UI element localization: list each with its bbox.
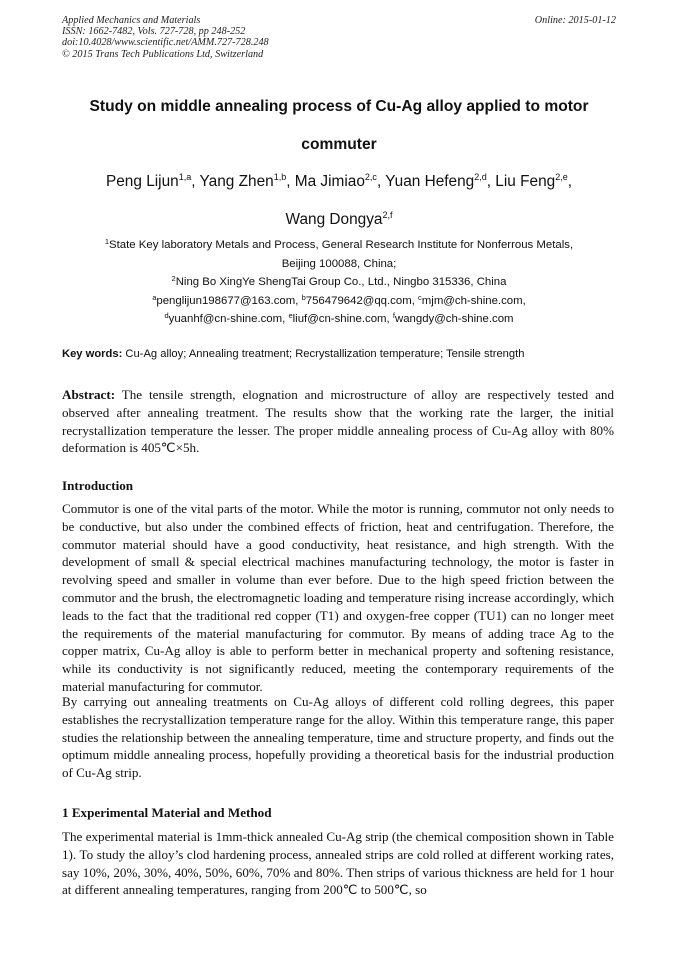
introduction-heading: Introduction bbox=[62, 478, 134, 493]
email-sep: , bbox=[411, 294, 419, 307]
email-sup: f bbox=[392, 311, 395, 321]
title-line-2: commuter bbox=[301, 136, 377, 153]
author-sup: 2,e bbox=[555, 172, 568, 182]
email-sup: c bbox=[418, 292, 422, 302]
introduction-paragraph-1: Commutor is one of the vital parts of the motor. While the motor is running, commutor not only needs to be conductive, but also under the combined effects of friction, heat and centrifugation. Therefore, the commutor material should have a good conductivity, heat resistance, and high strength. With the development of small & special electrical machines manufacturing technology, the motor is faster in revolving speed and smaller in volume than ever before. Due to the high speed friction between the commutor and the brush, the electromagnetic loading and temperature rising increase accordingly, which leads to the fact that the traditional red copper (T1) and oxygen-free copper (TU1) can no longer meet the requirements of the material manufacturing for commutor. By means of adding trace Ag to the copper matrix, Cu-Ag alloy is able to perform better in mechanical property and softening resistance, while its conductivity is not significantly reduced, meeting the contemporary requirements of the material manufacturing for commutor. bbox=[62, 501, 614, 694]
author-name: Peng Lijun bbox=[105, 173, 179, 190]
email-line-1 bbox=[62, 292, 616, 311]
title-line-1: Study on middle annealing process of Cu-Ag alloy applied to motor bbox=[89, 98, 589, 115]
email-sep: , bbox=[282, 313, 289, 326]
author-sep: , bbox=[567, 173, 572, 190]
email-address[interactable]: mjm@ch-shine.com bbox=[421, 294, 523, 307]
author-name: Yang Zhen bbox=[199, 173, 274, 190]
email-sup: e bbox=[288, 311, 293, 321]
affiliation-sup: 2 bbox=[171, 274, 176, 284]
abstract-text: The tensile strength, elognation and microstructure of alloy are respectively tested and observed after annealing treatment. The results show that the working rate the larger, the initial recrystallization temperature the lesser. The proper middle annealing process of Cu-Ag alloy with 80% deformation is 405℃×5h. bbox=[62, 387, 614, 456]
affiliation-1 bbox=[62, 236, 616, 255]
author-sep: , bbox=[486, 173, 496, 190]
author-sup: 1,a bbox=[178, 172, 192, 182]
doi-line[interactable]: doi:10.4028/www.scientific.net/AMM.727-728.248 bbox=[62, 37, 269, 49]
introduction-paragraph-2: By carrying out annealing treatments on Cu-Ag alloys of different cold rolling degrees, this paper establishes the recrystallization temperature range for the alloy. Within this temperature range, this paper studies the relationship between the annealing temperature, time and structure property, and finds out the optimum middle annealing process, hopefully providing a theoretical basis for the industrial production of Cu-Ag strip. bbox=[62, 694, 614, 781]
email-line-2 bbox=[62, 310, 616, 329]
email-address[interactable]: 756479642@qq.com bbox=[305, 294, 412, 307]
email-address[interactable]: liuf@cn-shine.com bbox=[292, 313, 387, 326]
affiliation-text: Ning Bo XingYe ShengTai Group Co., Ltd., Ningbo 315336, China bbox=[175, 276, 507, 289]
section-1-paragraph-1: The experimental material is 1mm-thick annealed Cu-Ag strip (the chemical composition shown in Table 1). To study the alloy’s clod hardening process, annealed strips are cold rolled at different working rates, say 10%, 20%, 30%, 40%, 50%, 60%, 70% and 80%. Then strips of various thickness are held for 1 hour at different annealing temperatures, ranging from 200℃ to 500℃, so bbox=[62, 829, 614, 898]
paper-title bbox=[62, 88, 616, 164]
affiliation-2 bbox=[62, 273, 616, 292]
affiliation-text: State Key laboratory Metals and Process, General Research Institute for Nonferrous Metals, bbox=[109, 239, 574, 251]
affiliation-1-cont: Beijing 100088, China; bbox=[281, 257, 397, 270]
email-sup: b bbox=[301, 292, 306, 302]
abstract-label: Abstract: bbox=[62, 387, 116, 402]
author-line-2 bbox=[62, 201, 616, 239]
email-sep: , bbox=[522, 294, 526, 307]
author-name: Ma Jimiao bbox=[294, 173, 365, 190]
author-line-1 bbox=[62, 163, 616, 201]
author-sup: 2,c bbox=[364, 172, 377, 182]
email-sep: , bbox=[295, 294, 302, 307]
keywords-label: Key words: bbox=[62, 348, 123, 360]
email-sup: a bbox=[152, 292, 157, 302]
author-sep: , bbox=[376, 173, 386, 190]
email-sup: d bbox=[164, 311, 169, 321]
copyright-line: © 2015 Trans Tech Publications Ltd, Switzerland bbox=[62, 48, 264, 60]
email-address[interactable]: penglijun198677@163.com bbox=[156, 294, 296, 307]
author-sep: , bbox=[286, 173, 295, 190]
author-list bbox=[62, 163, 616, 239]
affiliations bbox=[62, 236, 616, 329]
email-address[interactable]: yuanhf@cn-shine.com bbox=[168, 313, 283, 326]
author-name: Liu Feng bbox=[495, 173, 556, 190]
author-sup: 2,d bbox=[474, 172, 487, 182]
online-date: Online: 2015-01-12 bbox=[534, 15, 616, 26]
abstract bbox=[62, 386, 614, 457]
author-name: Wang Dongya bbox=[285, 211, 383, 228]
email-sep: , bbox=[386, 313, 393, 326]
section-1-heading: 1 Experimental Material and Method bbox=[62, 805, 272, 820]
journal-header bbox=[62, 15, 616, 60]
journal-name: Applied Mechanics and Materials bbox=[62, 15, 201, 26]
author-sep: , bbox=[191, 173, 200, 190]
email-address[interactable]: wangdy@ch-shine.com bbox=[394, 313, 514, 326]
keywords bbox=[62, 346, 616, 362]
issn-line: ISSN: 1662-7482, Vols. 727-728, pp 248-252 bbox=[62, 26, 246, 38]
author-sup: 2,f bbox=[382, 210, 393, 220]
affiliation-sup: 1 bbox=[104, 237, 110, 246]
author-name: Yuan Hefeng bbox=[385, 173, 475, 190]
author-sup: 1,b bbox=[273, 172, 287, 182]
keywords-text: Cu-Ag alloy; Annealing treatment; Recrystallization temperature; Tensile strength bbox=[122, 348, 525, 360]
